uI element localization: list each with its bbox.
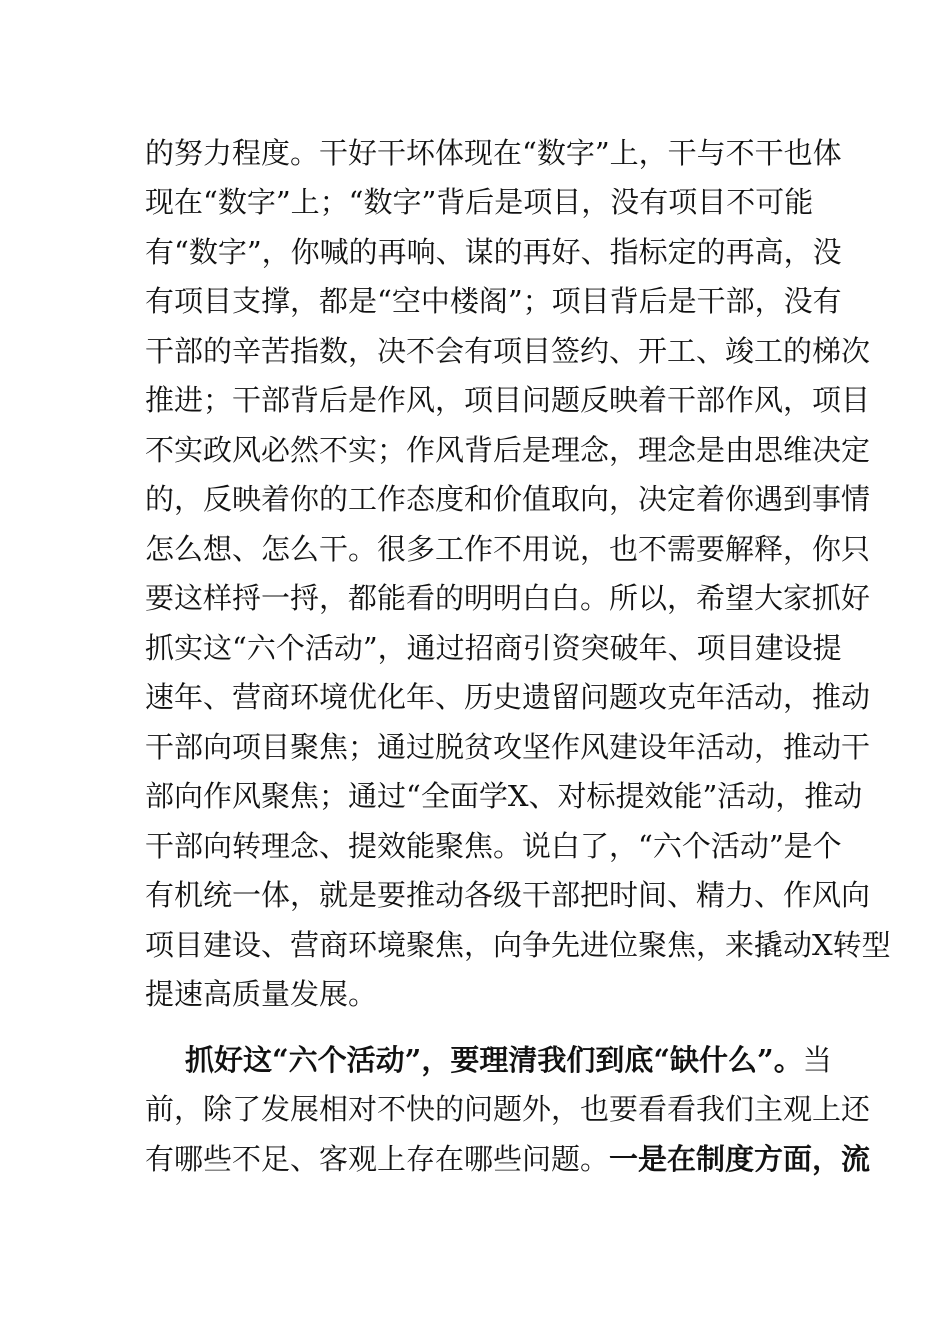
body-text-line: 推进；干部背后是作风，项目问题反映着干部作风，项目: [145, 383, 871, 417]
body-text-line: 干部向项目聚焦；通过脱贫攻坚作风建设年活动，推动干: [145, 730, 871, 764]
body-text-line: 项目建设、营商环境聚焦，向争先进位聚焦，来撬动X转型: [145, 928, 891, 962]
body-text-line: 有项目支撑，都是“空中楼阁”；项目背后是干部，没有: [145, 284, 842, 318]
paragraph2-line3: [145, 1142, 871, 1178]
body-text-line: 的，反映着你的工作态度和价值取向，决定着你遇到事情: [145, 482, 871, 516]
body-text-line: 干部的辛苦指数，决不会有项目签约、开工、竣工的梯次: [145, 334, 871, 368]
body-text-line: 速年、营商环境优化年、历史遗留问题攻克年活动，推动: [145, 680, 871, 714]
bold-point-text: 一是在制度方面，流: [609, 1142, 871, 1176]
paragraph2-line1: [185, 1043, 832, 1079]
body-text-line: 不实政风必然不实；作风背后是理念，理念是由思维决定: [145, 433, 871, 467]
body-text-line: 部向作风聚焦；通过“全面学X、对标提效能”活动，推动: [145, 779, 863, 813]
bold-heading-text: 抓好这“六个活动”，要理清我们到底“缺什么”。: [185, 1043, 803, 1077]
body-text-line: 有“数字”，你喊的再响、谋的再好、指标定的再高，没: [145, 235, 842, 269]
body-text-line: 抓实这“六个活动”，通过招商引资突破年、项目建设提: [145, 631, 842, 665]
body-text-line: 有机统一体，就是要推动各级干部把时间、精力、作风向: [145, 878, 871, 912]
body-text-line: 提速高质量发展。: [145, 977, 378, 1011]
body-text-line: 现在“数字”上；“数字”背后是项目，没有项目不可能: [145, 185, 814, 219]
body-text-line: 干部向转理念、提效能聚焦。说白了，“六个活动”是个: [145, 829, 842, 863]
body-text-line: 怎么想、怎么干。很多工作不用说，也不需要解释，你只: [145, 532, 871, 566]
body-text-line: 前，除了发展相对不快的问题外，也要看看我们主观上还: [145, 1092, 871, 1126]
body-text: 当: [802, 1043, 832, 1077]
body-text: 有哪些不足、客观上存在哪些问题。: [145, 1142, 610, 1176]
body-text-line: 的努力程度。干好干坏体现在“数字”上，干与不干也体: [145, 136, 842, 170]
body-text-line: 要这样捋一捋，都能看的明明白白。所以，希望大家抓好: [145, 581, 871, 615]
